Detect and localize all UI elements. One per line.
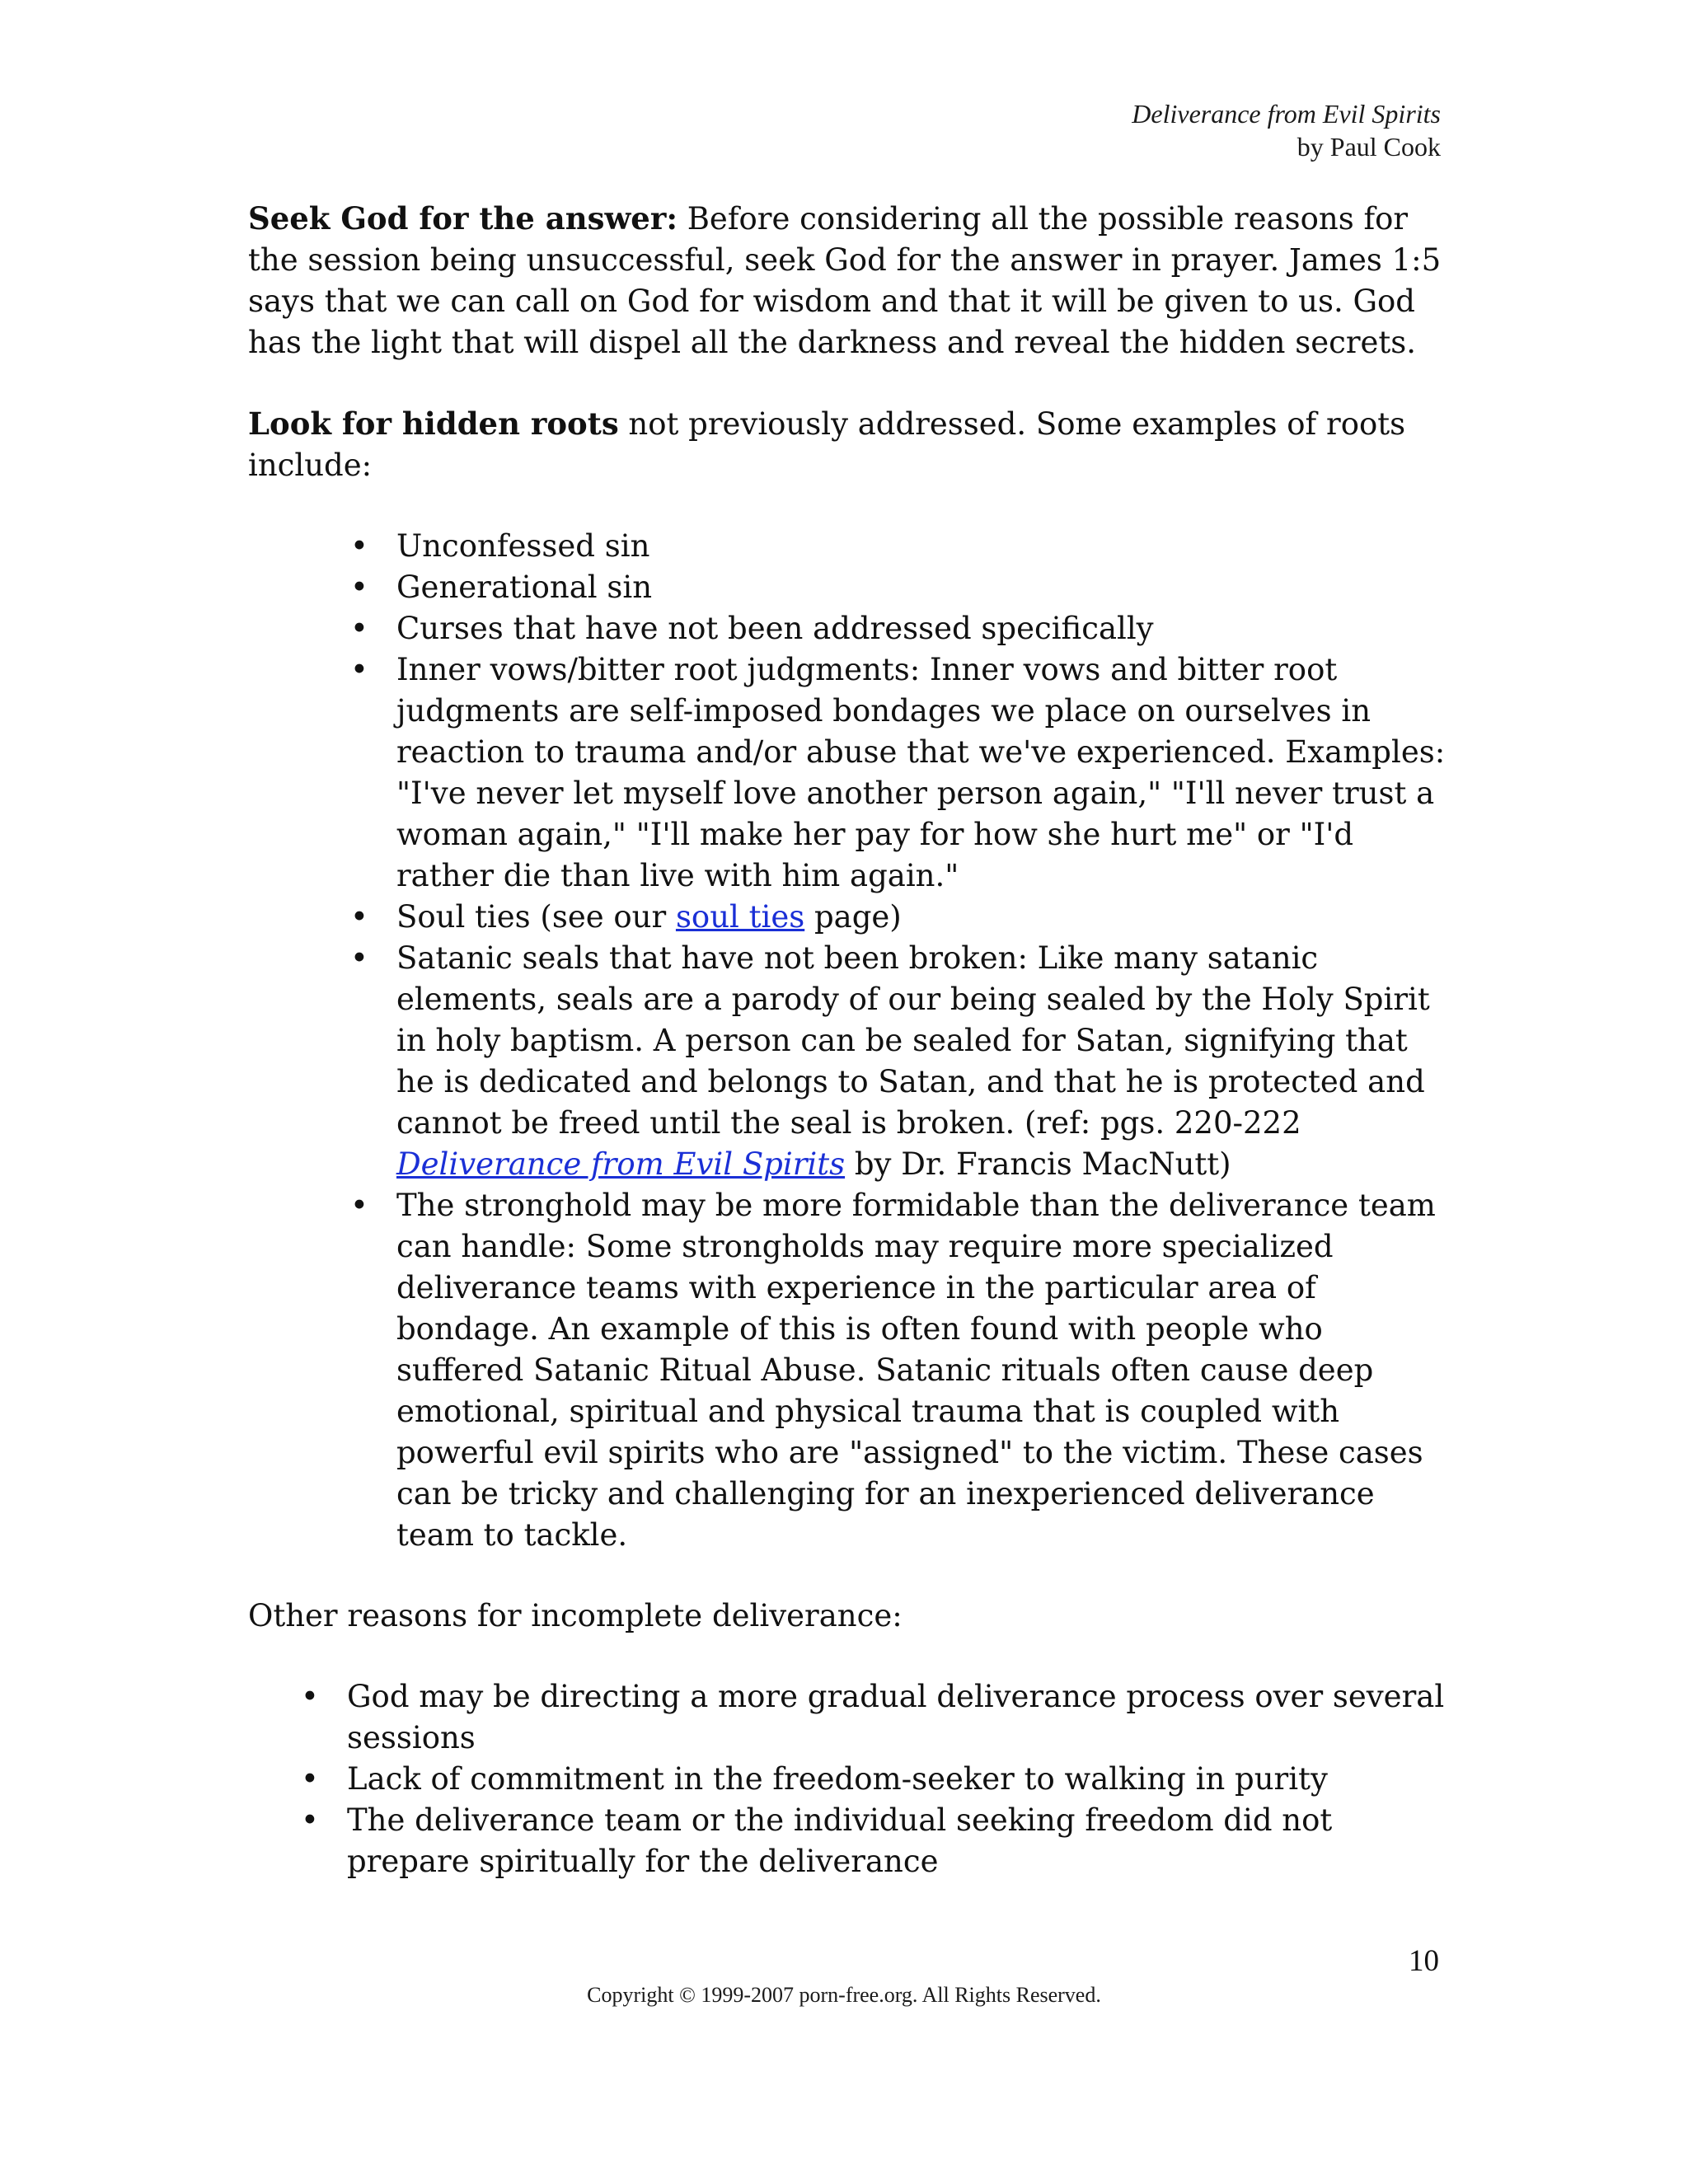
bullet-icon: • (350, 611, 368, 646)
paragraph-seek-god (248, 198, 1451, 363)
bullet-icon: • (301, 1761, 319, 1797)
copyright-notice: Copyright © 1999-2007 porn-free.org. All Rights Reserved. (587, 1983, 1101, 2007)
list-item: • Generational sin (396, 567, 1451, 608)
page-number: 10 (1409, 1944, 1439, 1978)
bullet-icon: • (350, 528, 368, 564)
list-item-stronghold: • The stronghold may be more formidable than the deliverance team can handle: Some strongholds may require more specialized deliverance teams with experience in the particular area of bondage. An example of this is often found with people who suffered Satanic Ritual Abuse. Satanic rituals often cause deep emotional, spiritual and physical trauma that is coupled with powerful evil spirits who are "assigned" to the victim. These cases can be tricky and challenging for an inexperienced deliverance team to tackle. (396, 1185, 1451, 1556)
heading-seek-god: Seek God for the answer: (248, 200, 678, 237)
bullet-icon: • (350, 899, 368, 935)
list-item: • Curses that have not been addressed specifically (396, 608, 1451, 649)
list-item: • Lack of commitment in the freedom-seeker to walking in purity (347, 1759, 1451, 1800)
bullet-icon: • (350, 569, 368, 605)
document-body (248, 198, 1451, 1882)
header-title: Deliverance from Evil Spirits (1132, 99, 1441, 129)
other-reasons-list (248, 1676, 1451, 1882)
header-author: by Paul Cook (1296, 132, 1441, 162)
text-hidden-roots: not previously addressed. Some examples of roots include: (248, 406, 1406, 483)
text-seek-god: Before considering all the possible reasons for the session being unsuccessful, seek God for the answer in prayer. James 1:5 says that we can call on God for wisdom and that it will be given to us. God has the light that will dispel all the darkness and reveal the hidden secrets. (248, 201, 1442, 360)
running-header (1132, 97, 1441, 163)
list-item-seals: • Satanic seals that have not been broken: Like many satanic elements, seals are a parody of our being sealed by the Holy Spirit in holy baptism. A person can be sealed for Satan, signifying that he is dedicated and belongs to Satan, and that he is protected and cannot be freed until the seal is broken. (ref: pgs. 220-222 Deliverance from Evil Spirits by Dr. Francis MacNutt) (396, 938, 1451, 1185)
list-item-soul-ties: • Soul ties (see our soul ties page) (396, 897, 1451, 938)
list-item: • The deliverance team or the individual seeking freedom did not prepare spiritually for the deliverance (347, 1800, 1451, 1882)
list-item: • God may be directing a more gradual deliverance process over several sessions (347, 1676, 1451, 1759)
soul-ties-link[interactable]: soul ties (675, 899, 805, 935)
bullet-icon: • (350, 940, 368, 976)
bullet-icon: • (301, 1679, 319, 1714)
deliverance-book-link[interactable]: Deliverance from Evil Spirits (396, 1146, 846, 1182)
list-item: • Inner vows/bitter root judgments: Inner vows and bitter root judgments are self-imposed bondages we place on ourselves in reaction to trauma and/or abuse that we've experienced. Examples: "I've never let myself love another person again," "I'll never trust a woman again," "I'll make her pay for how she hurt me" or "I'd rather die than live with him again." (396, 649, 1451, 897)
bullet-icon: • (350, 652, 368, 687)
heading-hidden-roots: Look for hidden roots (248, 405, 619, 442)
bullet-icon: • (350, 1188, 368, 1223)
paragraph-other-reasons: Other reasons for incomplete deliverance: (248, 1598, 903, 1633)
paragraph-hidden-roots (248, 403, 1451, 486)
bullet-icon: • (301, 1802, 319, 1838)
roots-list (248, 526, 1451, 1556)
list-item: • Unconfessed sin (396, 526, 1451, 567)
